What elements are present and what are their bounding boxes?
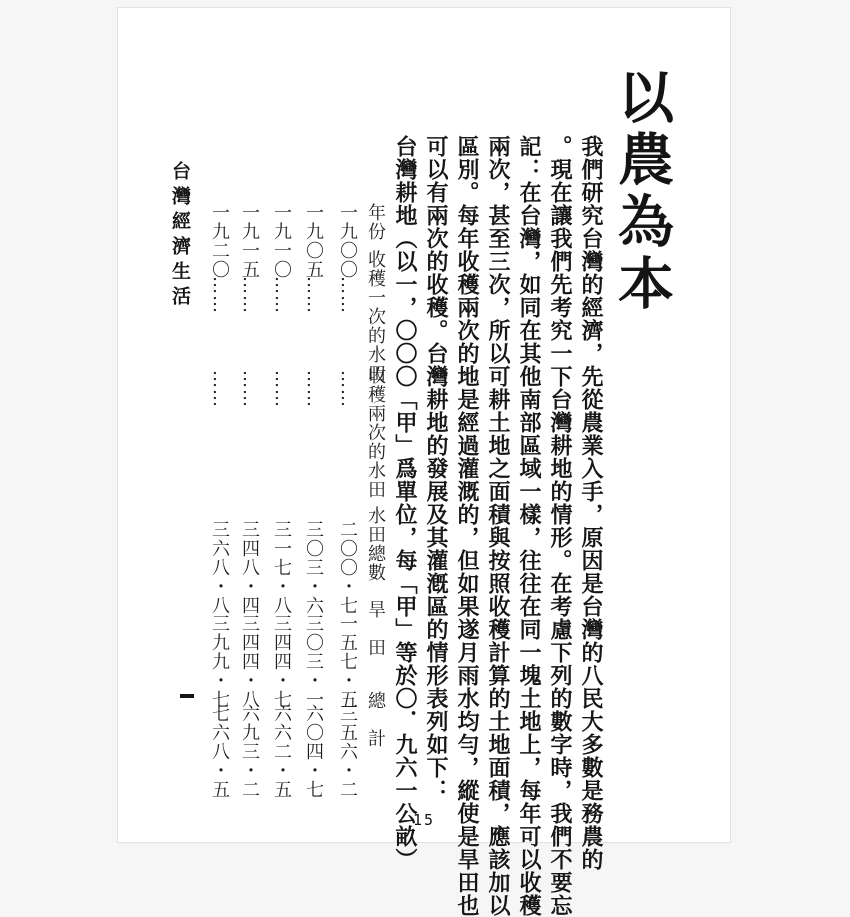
cell-year: 一九〇〇 xyxy=(337,203,358,279)
body-line: 區別。每年收穫兩次的地是經過灌溉的，但如果遂月雨水均勻，縱使是旱田也 xyxy=(454,135,480,917)
cell-total: 三五六・二 xyxy=(337,704,358,799)
chapter-title: 以農為本 xyxy=(609,68,675,316)
cell-paddy-total: 三四八・四 xyxy=(239,520,260,615)
cell-single-crop: …… xyxy=(209,276,230,314)
body-line: 兩次，甚至三次，所以可耕土地之面積與按照收穫計算的土地面積，應該加以 xyxy=(485,135,511,917)
cell-paddy-total: 三一七・八 xyxy=(271,520,292,615)
table-caption: 台灣耕地（以一，〇〇〇「甲」爲單位，每「甲」等於〇．九六一公畝） xyxy=(392,135,418,871)
cell-single-crop: …… xyxy=(303,276,324,314)
header-paddy-total: 水田總數 xyxy=(365,506,386,582)
cell-total: 六〇四・七 xyxy=(303,704,324,799)
body-line: 。現在讓我們先考究一下台灣耕地的情形。在考慮下列的數字時，我們不要忘 xyxy=(547,135,573,917)
cell-double-crop: …… xyxy=(271,370,292,408)
book-page xyxy=(118,8,730,917)
cell-year: 一九二〇 xyxy=(209,203,230,279)
header-year: 年份 xyxy=(365,203,386,241)
cell-paddy-total: 三〇三・六 xyxy=(303,520,324,615)
cell-double-crop: …… xyxy=(239,370,260,408)
cell-year: 一九一〇 xyxy=(271,203,292,279)
running-header: 台灣經濟生活 xyxy=(169,161,191,311)
cell-total: 七六八・五 xyxy=(209,704,230,799)
cell-total: 六九三・二 xyxy=(239,704,260,799)
cell-paddy-total: 三六八・八 xyxy=(209,520,230,615)
page-number: 15 xyxy=(412,811,436,829)
header-double-crop: 收穫兩次的水田 xyxy=(365,366,386,499)
header-single-crop: 收穫一次的水田 xyxy=(365,250,386,383)
cell-year: 一九一五 xyxy=(239,203,260,279)
cell-year: 一九〇五 xyxy=(303,203,324,279)
body-line: 記：在台灣，如同在其他南部區域一樣，往往在同一塊土地上，每年可以收穫 xyxy=(516,135,542,917)
margin-dash xyxy=(180,694,194,698)
cell-dry-field: 三〇三・一 xyxy=(303,614,324,709)
cell-total: 六六二・五 xyxy=(271,704,292,799)
cell-dry-field: 一五七・五 xyxy=(337,614,358,709)
cell-single-crop: …… xyxy=(239,276,260,314)
body-line: 可以有兩次的收穫。台灣耕地的發展及其灌漑區的情形表列如下： xyxy=(423,135,449,802)
cell-dry-field: 三四四・七 xyxy=(271,614,292,709)
cell-single-crop: …… xyxy=(271,276,292,314)
cell-double-crop: …… xyxy=(303,370,324,408)
cell-double-crop: …… xyxy=(337,370,358,408)
header-total: 總 計 xyxy=(365,691,386,748)
body-line: 我們研究台灣的經濟，先從農業入手，原因是台灣的八民大多數是務農的 xyxy=(578,135,604,871)
cell-double-crop: …… xyxy=(209,370,230,408)
cell-paddy-total: 二〇〇・七 xyxy=(337,520,358,615)
cell-dry-field: 三九九・七 xyxy=(209,614,230,709)
header-dry-field: 旱 田 xyxy=(365,600,386,657)
cell-single-crop: …… xyxy=(337,276,358,314)
cell-dry-field: 三四四・八 xyxy=(239,614,260,709)
